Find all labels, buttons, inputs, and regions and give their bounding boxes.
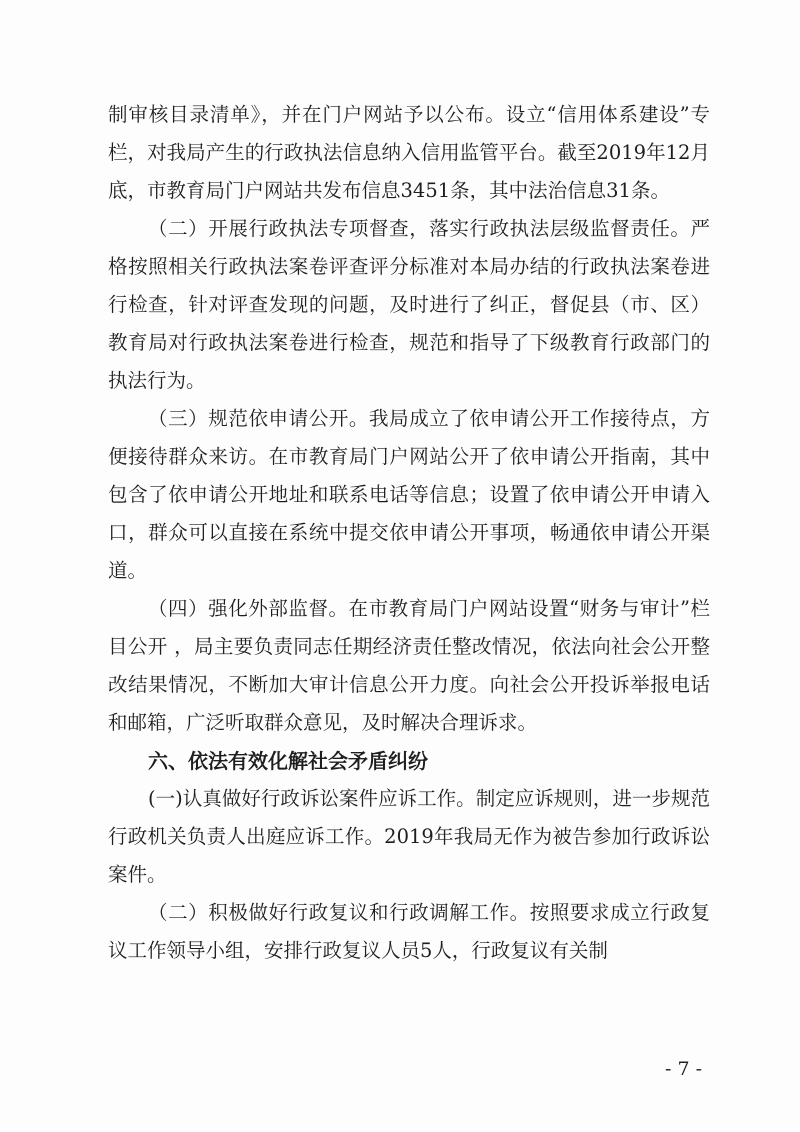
paragraph-1: 制审核目录清单》，并在门户网站予以公布。设立“信用体系建设”专栏，对我局产生的行政执法信息纳入信用监管平台。截至2019年12月底，市教育局门户网站共发布信息3451条，其中法治信息31条。 (108, 103, 710, 202)
paragraph-3: （三）规范依申请公开。我局成立了依申请公开工作接待点，方便接待群众来访。在市教育局门户网站公开了依申请公开指南，其中包含了依申请公开地址和联系电话等信息；设置了依申请公开申请入口，群众可以直接在系统中提交依申请公开事项，畅通依申请公开渠道。 (108, 407, 710, 582)
section-heading: 六、依法有效化解社会矛盾纠纷 (148, 749, 428, 773)
paragraph-5: (一)认真做好行政诉讼案件应诉工作。制定应诉规则，进一步规范行政机关负责人出庭应诉工作。2019年我局无作为被告参加行政诉讼案件。 (108, 787, 710, 886)
paragraph-2: （二）开展行政执法专项督查，落实行政执法层级监督责任。严格按照相关行政执法案卷评查评分标准对本局办结的行政执法案卷进行检查，针对评查发现的问题，及时进行了纠正，督促县（市、区）教育局对行政执法案卷进行检查，规范和指导了下级教育行政部门的执法行为。 (108, 217, 710, 392)
page-number: - 7 - (664, 1058, 702, 1080)
paragraph-6: （二）积极做好行政复议和行政调解工作。按照要求成立行政复议工作领导小组，安排行政复议人员5人，行政复议有关制 (108, 901, 710, 962)
paragraph-4: （四）强化外部监督。在市教育局门户网站设置“财务与审计”栏目公开 ，局主要负责同志任期经济责任整改情况，依法向社会公开整改结果情况，不断加大审计信息公开力度。向社会公开投诉举报电话和邮箱，广泛听取群众意见，及时解决合理诉求。 (108, 597, 710, 734)
document-body (108, 96, 710, 970)
